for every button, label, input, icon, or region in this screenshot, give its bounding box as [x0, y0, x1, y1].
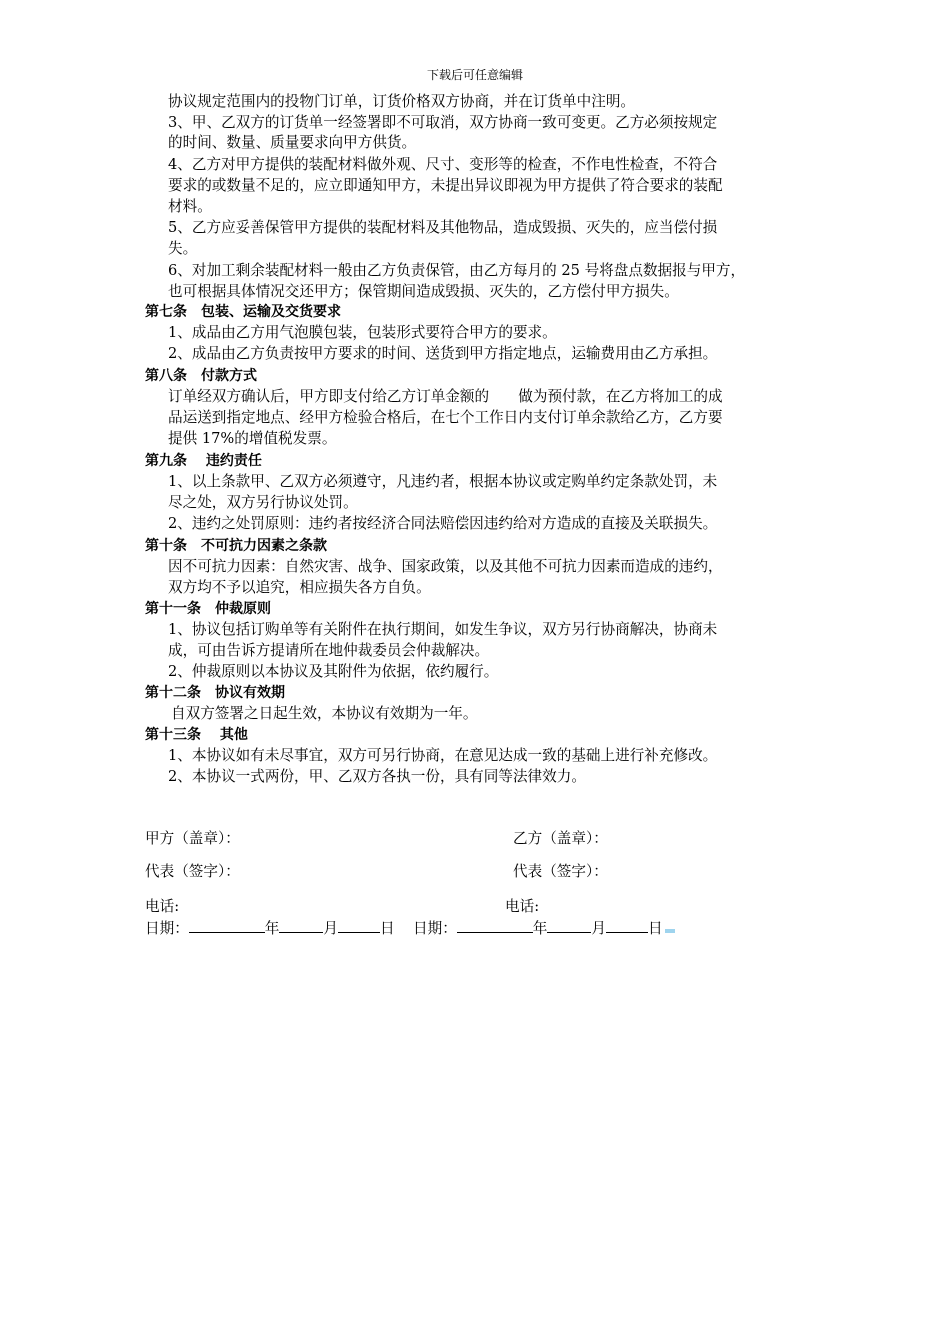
page-header: 下载后可任意编辑 [426, 68, 523, 82]
section-heading: 第十一条 仲裁原则 [145, 601, 271, 617]
body-line: 2、成品由乙方负责按甲方要求的时间、送货到甲方指定地点，运输费用由乙方承担。 [168, 345, 718, 362]
body-line: 1、协议包括订购单等有关附件在执行期间，如发生争议，双方另行协商解决，协商未 [168, 621, 718, 638]
body-line: 也可根据具体情况交还甲方；保管期间造成毁损、灭失的，乙方偿付甲方损失。 [168, 283, 679, 300]
party-b-phone-label: 电话: [505, 898, 540, 915]
body-line: 2、仲裁原则以本协议及其附件为依据，依约履行。 [168, 663, 499, 680]
year-label: 年 [532, 920, 548, 937]
section-heading: 第九条 违约责任 [145, 453, 262, 469]
month-blank[interactable] [279, 918, 323, 933]
day-label: 日 [380, 920, 395, 937]
body-line: 双方均不予以追究，相应损失各方自负。 [168, 579, 431, 596]
year-label: 年 [264, 920, 280, 937]
body-line: 尽之处，双方另行协议处罚。 [168, 494, 358, 511]
body-line: 要求的或数量不足的，应立即通知甲方，未提出异议即视为甲方提供了符合要求的装配 [168, 177, 723, 194]
party-b-rep-label: 代表（签字）： [513, 863, 608, 880]
section-heading: 第七条 包装、运输及交货要求 [145, 304, 341, 320]
body-line: 订单经双方确认后，甲方即支付给乙方订单金额的 做为预付款，在乙方将加工的成 [168, 388, 723, 405]
body-line: 6、对加工剩余装配材料一般由乙方负责保管，由乙方每月的 25 号将盘点数据报与甲方， [168, 262, 746, 279]
body-line: 3、甲、乙双方的订货单一经签署即不可取消，双方协商一致可变更。乙方必须按规定 [168, 114, 718, 131]
party-a-rep-label: 代表（签字）： [145, 863, 240, 880]
text-cursor-marker [665, 929, 675, 933]
day-label: 日 [648, 920, 663, 937]
party-b-seal-label: 乙方（盖章）： [513, 830, 608, 847]
body-line: 4、乙方对甲方提供的装配材料做外观、尺寸、变形等的检查，不作电性检查，不符合 [168, 156, 718, 173]
day-blank[interactable] [338, 918, 380, 933]
body-line: 提供 17%的增值税发票。 [168, 430, 337, 447]
body-line: 1、成品由乙方用气泡膜包装，包装形式要符合甲方的要求。 [168, 324, 557, 341]
month-label: 月 [323, 920, 339, 937]
body-line: 5、乙方应妥善保管甲方提供的装配材料及其他物品，造成毁损、灭失的，应当偿付损 [168, 219, 718, 236]
body-line: 协议规定范围内的投物门订单，订货价格双方协商，并在订货单中注明。 [168, 93, 636, 110]
body-line: 成，可由告诉方提请所在地仲裁委员会仲裁解决。 [168, 642, 490, 659]
section-heading: 第十二条 协议有效期 [145, 685, 285, 701]
body-line: 2、本协议一式两份，甲、乙双方各执一份，具有同等法律效力。 [168, 768, 586, 785]
party-b-date-line [413, 918, 675, 939]
party-a-phone-label: 电话: [145, 898, 180, 915]
body-line: 1、以上条款甲、乙双方必须遵守，凡违约者，根据本协议或定购单约定条款处罚，未 [168, 473, 718, 490]
month-blank[interactable] [547, 918, 591, 933]
body-line: 1、本协议如有未尽事宜，双方可另行协商，在意见达成一致的基础上进行补充修改。 [168, 747, 718, 764]
body-line: 自双方签署之日起生效，本协议有效期为一年。 [171, 705, 478, 722]
body-line: 2、违约之处罚原则：违约者按经济合同法赔偿因违约给对方造成的直接及关联损失。 [168, 515, 718, 532]
year-blank[interactable] [457, 918, 533, 933]
party-a-seal-label: 甲方（盖章）： [145, 830, 240, 847]
body-line: 材料。 [168, 198, 212, 215]
body-line: 品运送到指定地点、经甲方检验合格后，在七个工作日内支付订单余款给乙方，乙方要 [168, 409, 723, 426]
day-blank[interactable] [606, 918, 648, 933]
month-label: 月 [591, 920, 607, 937]
date-label: 日期： [145, 920, 189, 937]
party-a-date-line [145, 918, 395, 939]
section-heading: 第十条 不可抗力因素之条款 [145, 538, 327, 554]
section-heading: 第十三条 其他 [145, 727, 248, 743]
body-line: 失。 [168, 240, 198, 257]
section-heading: 第八条 付款方式 [145, 368, 257, 384]
body-line: 因不可抗力因素：自然灾害、战争、国家政策，以及其他不可抗力因素而造成的违约， [168, 558, 723, 575]
body-line: 的时间、数量、质量要求向甲方供货。 [168, 134, 417, 151]
date-label: 日期： [413, 920, 457, 937]
year-blank[interactable] [189, 918, 265, 933]
